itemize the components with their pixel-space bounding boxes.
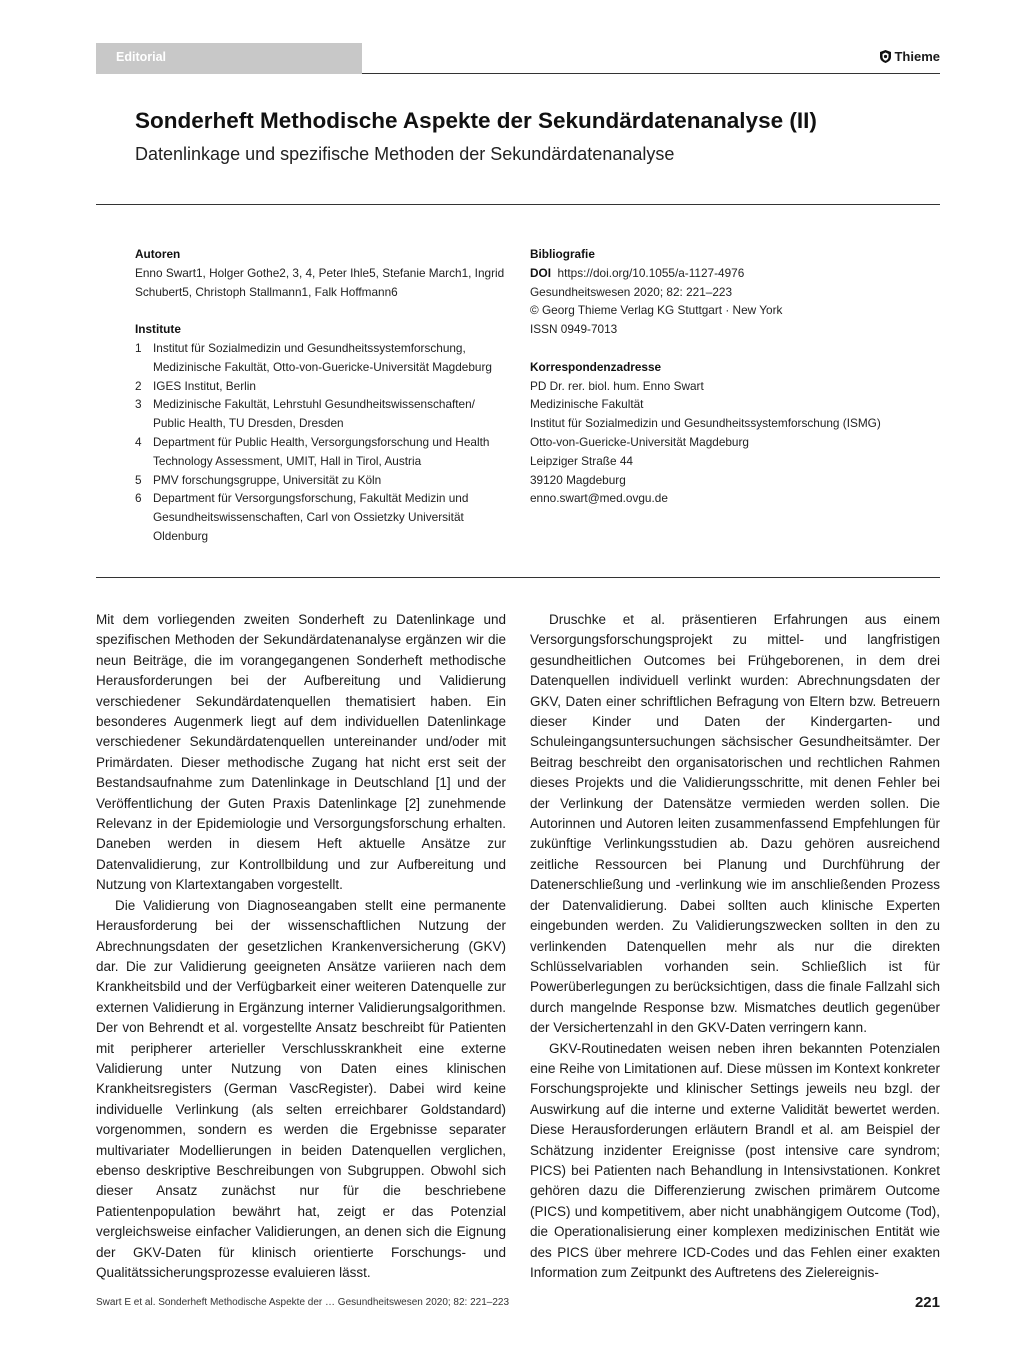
publisher-name: Thieme: [894, 49, 940, 64]
correspondence-email[interactable]: enno.swart@med.ovgu.de: [530, 491, 668, 506]
article-subtitle: Datenlinkage und spezifische Methoden der Sekundärdatenanalyse: [135, 144, 675, 164]
institute-item: 5 PMV forschungsgruppe, Universität zu Köln: [135, 472, 382, 487]
divider-top: [96, 204, 940, 205]
page-number: 221: [914, 1294, 940, 1311]
correspondence-line: PD Dr. rer. biol. hum. Enno Swart: [530, 378, 704, 393]
body-paragraph: Die Validierung von Diagnoseangaben stellt eine permanente Herausforderung bei der wissenschaftlichen Nutzung der Abrechnungsdaten der gesetzlichen Krankenversicherung (GKV) dar. Die zur Validierung geeigneten Ansätze variieren nach dem Krankheitsbild und der Verfügbarkeit einer weiteren Datenquelle zur externen Validierung in Ergänzung interner Validierungsalgorithmen. Der von Behrendt et al. vorgestellte Ansatz beschreibt für Patienten mit peripherer arterieller Verschlusskrankheit eine externe Validierung unter Nutzung von Daten eines klinischen Krankheitsregisters (German VascRegister). Dabei wird keine individuelle Verlinkung (als selten erreichbarer Goldstandard) vorgenommen, sondern es werden die Ergebnisse separater multivariater Modellierungen in beiden Datenquellen verglichen, ebenso deskriptive Beschreibungen von Subgruppen. Obwohl sich dieser Ansatz zunächst nur für die beschriebene Patientenpopulation bewährt hat, zeigt er das Potenzial vergleichsweise einfacher Validierungen, an denen sich die Eignung der GKV-Daten für klinisch orientierte Forschungs- und Qualitätssicherungsprozesse evaluieren lässt.: [96, 897, 506, 1280]
authors-institutes-block: [135, 245, 510, 546]
body-column-right: [530, 610, 940, 1283]
correspondence-line: 39120 Magdeburg: [530, 472, 626, 487]
authors-line-2: Schubert5, Christoph Stallmann1, Falk Hoffmann6: [135, 284, 398, 299]
authors-line-1: Enno Swart1, Holger Gothe2, 3, 4, Peter Ihle5, Stefanie March1, Ingrid: [135, 265, 505, 280]
body-column-left: [96, 610, 506, 1283]
authors-heading: Autoren: [135, 247, 181, 261]
institute-item: 1 Institut für Sozialmedizin und Gesundheitssystemforschung, Medizinische Fakultät, Otto-von-Guericke-Universität Magdeburg: [135, 340, 492, 374]
divider-bottom: [96, 577, 940, 578]
correspondence-line: Institut für Sozialmedizin und Gesundheitssystemforschung (ISMG): [530, 416, 881, 431]
doi-link[interactable]: https://doi.org/10.1055/a-1127-4976: [557, 265, 745, 280]
journal-line: Gesundheitswesen 2020; 82: 221–223: [530, 284, 733, 299]
correspondence-heading: Korrespondenzadresse: [530, 359, 662, 374]
correspondence-line: Leipziger Straße 44: [530, 453, 633, 468]
thieme-crest-icon: [880, 50, 891, 63]
article-title: Sonderheft Methodische Aspekte der Sekundärdatenanalyse (II): [135, 108, 817, 133]
header-rule: [362, 73, 940, 74]
institute-item: 6 Department für Versorgungsforschung, Fakultät Medizin und Gesundheitswissenschaften, Carl von Ossietzky Universität Oldenburg: [135, 491, 469, 543]
doi-label: DOI: [530, 265, 551, 280]
copyright-line: © Georg Thieme Verlag KG Stuttgart · New York: [530, 303, 783, 318]
correspondence-line: Otto-von-Guericke-Universität Magdeburg: [530, 434, 749, 449]
body-paragraph: Druschke et al. präsentieren Erfahrungen aus einem Versorgungsforschungsprojekt zu mittel- und langfristigen gesundheitlichen Outcomes bei Frühgeborenen, in dem drei Datenquellen individuell verlinkt wurden: Abrechnungsdaten der GKV, Daten einer schriftlichen Befragung von Eltern bzw. Betreuern dieser Kinder und Daten der Kindergarten- und Schuleingangsuntersuchungen sächsischer Gesundheitsämter. Der Beitrag beschreibt den organisatorischen und rechtlichen Rahmen dieses Projekts und die Validierungsschritte, mit denen Fehler bei der Verlinkung der Datensätze vermieden werden sollen. Die Autorinnen und Autoren leiten zusammenfassend Empfehlungen für zukünftige Verlinkungsstudien ab. Dazu gehören ausreichend zeitliche Ressourcen bei Planung und Durchführung der Datenerschließung und -verlinkung wie im anschließenden Prozess der Datenvalidierung. Dabei sollten auch klinische Experten eingebunden werden. Zu Validierungszwecken sollten in den zu verlinkenden Datenquellen mehr als nur die direkten Schlüsselvariablen vorhanden sein. Schließlich ist für Powerüberlegungen zu berücksichtigen, dass die finale Fallzahl sich durch mangelnde Response bzw. Mismatches deutlich gegenüber der Versichertenzahl in den GKV-Daten verringern kann.: [530, 612, 940, 1036]
institute-item: 4 Department für Public Health, Versorgungsforschung und Health Technology Assessment, UMIT, Hall in Tirol, Austria: [135, 434, 490, 468]
institute-item: 2 IGES Institut, Berlin: [135, 378, 256, 393]
issn-line: ISSN 0949-7013: [530, 322, 618, 337]
correspondence-line: Medizinische Fakultät: [530, 397, 644, 412]
institute-item: 3 Medizinische Fakultät, Lehrstuhl Gesundheitswissenschaften/ Public Health, TU Dresden, Dresden: [135, 397, 475, 431]
bibliography-block: [530, 245, 930, 508]
doi-line: [530, 264, 930, 283]
body-paragraph: GKV-Routinedaten weisen neben ihren bekannten Potenzialen eine Reihe von Limitationen auf. Diese müssen im Kontext konkreter Forschungsprojekte und klinischer Settings jeweils neu bzgl. der Auswirkung auf die interne und externe Validität bewertet werden. Diese Herausforderungen erläutern Brandl et al. am Beispiel der Schätzung inzidenter Ereignisse (post intensive care syndrom; PICS) bei Patienten nach Behandlung in Intensivstationen. Konkret gehören dazu die Differenzierung zwischen primärem Outcome (PICS) und kompetitivem, aber nicht unabhängigem Outcome (Tod), die Operationalisierung einer komplexen medizinischen Entität wie des PICS über mehrere ICD-Codes und das Fehlen einer exakten Information zum Zeitpunkt des Auftretens des Zielereignis-: [530, 1040, 940, 1280]
publisher-logo: [880, 49, 940, 64]
body-paragraph: Mit dem vorliegenden zweiten Sonderheft zu Datenlinkage und spezifischen Methoden der Sekundärdatenanalyse ergänzen wir die neun Beiträge, die im vorangegangenen Sonderheft methodische Herausforderungen bei der Aufbereitung und Validierung verschiedener Sekundärdatenquellen thematisiert haben. Ein besonderes Augenmerk liegt auf dem individuellen Datenlinkage verschiedener Sekundärdatenquellen untereinander und/oder mit Primärdaten. Dieser methodische Zugang hat nicht erst seit der Bestandsaufnahme zum Datenlinkage in Deutschland [1] und der Veröffentlichung der Guten Praxis Datenlinkage [2] zunehmende Relevanz in der Epidemiologie und Versorgungsforschung erhalten. Daneben werden in diesem Heft aktuelle Ansätze zur Datenvalidierung, zur Kontrollbildung und zur Aufbereitung und Nutzung von Klartextangaben vorgestellt.: [96, 612, 506, 893]
footer-citation: Swart E et al. Sonderheft Methodische Aspekte der … Gesundheitswesen 2020; 82: 221–223: [96, 1297, 510, 1308]
section-label: Editorial: [96, 43, 362, 74]
institutes-heading: Institute: [135, 322, 181, 337]
bibliography-heading: Bibliografie: [530, 247, 595, 261]
